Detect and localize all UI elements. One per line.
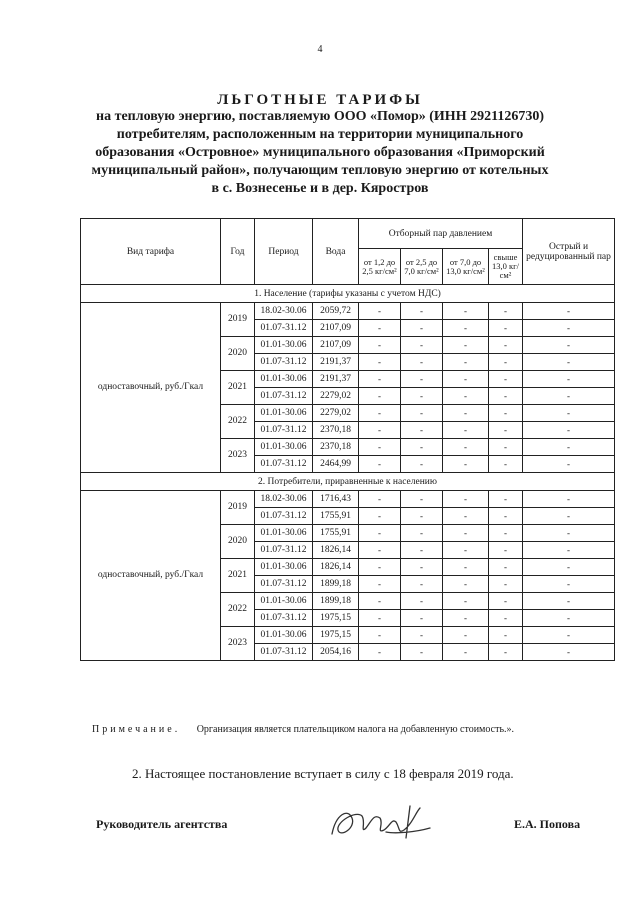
empty-value-cell: - xyxy=(523,559,615,576)
empty-value-cell: - xyxy=(401,559,443,576)
empty-value-cell: - xyxy=(443,508,489,525)
empty-value-cell: - xyxy=(523,303,615,320)
note-label: Примечание. xyxy=(92,724,181,735)
empty-value-cell: - xyxy=(489,405,523,422)
empty-value-cell: - xyxy=(443,627,489,644)
section-title: 1. Население (тарифы указаны с учетом НДС) xyxy=(81,285,615,303)
note-text: Организация является плательщиком налога на добавленную стоимость.». xyxy=(196,724,515,735)
empty-value-cell: - xyxy=(359,456,401,473)
water-cell: 1899,18 xyxy=(313,576,359,593)
year-cell: 2021 xyxy=(221,371,255,405)
empty-value-cell: - xyxy=(523,371,615,388)
table-row xyxy=(81,303,615,320)
period-cell: 01.01-30.06 xyxy=(255,439,313,456)
water-cell: 1826,14 xyxy=(313,542,359,559)
period-cell: 01.07-31.12 xyxy=(255,542,313,559)
empty-value-cell: - xyxy=(401,627,443,644)
empty-value-cell: - xyxy=(359,422,401,439)
empty-value-cell: - xyxy=(443,422,489,439)
header-steam-4: свыше 13,0 кг/см² xyxy=(489,249,523,285)
period-cell: 01.07-31.12 xyxy=(255,388,313,405)
water-cell: 2107,09 xyxy=(313,320,359,337)
water-cell: 2279,02 xyxy=(313,405,359,422)
empty-value-cell: - xyxy=(523,320,615,337)
empty-value-cell: - xyxy=(401,405,443,422)
empty-value-cell: - xyxy=(489,388,523,405)
empty-value-cell: - xyxy=(523,576,615,593)
empty-value-cell: - xyxy=(359,593,401,610)
period-cell: 01.01-30.06 xyxy=(255,559,313,576)
subtitle-line: в с. Вознесенье и в дер. Кяростров xyxy=(211,181,429,196)
water-cell: 2191,37 xyxy=(313,371,359,388)
empty-value-cell: - xyxy=(443,644,489,661)
empty-value-cell: - xyxy=(401,508,443,525)
empty-value-cell: - xyxy=(443,525,489,542)
empty-value-cell: - xyxy=(489,627,523,644)
empty-value-cell: - xyxy=(443,388,489,405)
year-cell: 2022 xyxy=(221,405,255,439)
empty-value-cell: - xyxy=(489,559,523,576)
tariff-type-cell: одноставочный, руб./Гкал xyxy=(81,303,221,473)
empty-value-cell: - xyxy=(359,439,401,456)
period-cell: 01.01-30.06 xyxy=(255,525,313,542)
signature-name: Е.А. Попова xyxy=(514,817,581,831)
water-cell: 2370,18 xyxy=(313,439,359,456)
header-steam-3: от 7,0 до 13,0 кг/см² xyxy=(443,249,489,285)
header-period: Период xyxy=(255,219,313,285)
period-cell: 01.01-30.06 xyxy=(255,337,313,354)
document-title: ЛЬГОТНЫЕ ТАРИФЫ xyxy=(217,92,423,108)
empty-value-cell: - xyxy=(489,525,523,542)
water-cell: 1716,43 xyxy=(313,491,359,508)
empty-value-cell: - xyxy=(359,559,401,576)
period-cell: 01.01-30.06 xyxy=(255,627,313,644)
water-cell: 2279,02 xyxy=(313,388,359,405)
empty-value-cell: - xyxy=(443,439,489,456)
header-sharp-steam: Острый и редуцированный пар xyxy=(523,219,615,285)
period-cell: 18.02-30.06 xyxy=(255,303,313,320)
empty-value-cell: - xyxy=(359,627,401,644)
handwritten-signature xyxy=(326,800,436,846)
empty-value-cell: - xyxy=(443,491,489,508)
empty-value-cell: - xyxy=(443,456,489,473)
empty-value-cell: - xyxy=(359,320,401,337)
water-cell: 1755,91 xyxy=(313,525,359,542)
empty-value-cell: - xyxy=(359,354,401,371)
period-cell: 01.07-31.12 xyxy=(255,320,313,337)
empty-value-cell: - xyxy=(523,388,615,405)
year-cell: 2020 xyxy=(221,337,255,371)
empty-value-cell: - xyxy=(401,542,443,559)
subtitle-line: потребителям, расположенным на территории муниципального xyxy=(116,127,524,142)
empty-value-cell: - xyxy=(523,627,615,644)
signature-role: Руководитель агентства xyxy=(96,817,228,831)
empty-value-cell: - xyxy=(359,405,401,422)
empty-value-cell: - xyxy=(443,542,489,559)
year-cell: 2023 xyxy=(221,627,255,661)
section-row xyxy=(81,473,615,491)
empty-value-cell: - xyxy=(401,388,443,405)
year-cell: 2019 xyxy=(221,491,255,525)
water-cell: 2370,18 xyxy=(313,422,359,439)
empty-value-cell: - xyxy=(359,388,401,405)
empty-value-cell: - xyxy=(523,644,615,661)
empty-value-cell: - xyxy=(489,354,523,371)
empty-value-cell: - xyxy=(489,439,523,456)
empty-value-cell: - xyxy=(443,610,489,627)
empty-value-cell: - xyxy=(523,337,615,354)
empty-value-cell: - xyxy=(359,542,401,559)
header-steam-group: Отборный пар давлением xyxy=(359,219,523,249)
empty-value-cell: - xyxy=(489,422,523,439)
decree-text: 2. Настоящее постановление вступает в силу с 18 февраля 2019 года. xyxy=(132,766,514,781)
table-row xyxy=(81,491,615,508)
empty-value-cell: - xyxy=(489,610,523,627)
period-cell: 18.02-30.06 xyxy=(255,491,313,508)
empty-value-cell: - xyxy=(401,610,443,627)
empty-value-cell: - xyxy=(401,337,443,354)
empty-value-cell: - xyxy=(359,576,401,593)
empty-value-cell: - xyxy=(401,320,443,337)
empty-value-cell: - xyxy=(443,576,489,593)
empty-value-cell: - xyxy=(401,525,443,542)
empty-value-cell: - xyxy=(359,303,401,320)
empty-value-cell: - xyxy=(489,303,523,320)
subtitle-line: муниципальный район», получающим тепловую энергию от котельных xyxy=(91,163,549,178)
empty-value-cell: - xyxy=(443,405,489,422)
period-cell: 01.07-31.12 xyxy=(255,644,313,661)
empty-value-cell: - xyxy=(523,354,615,371)
year-cell: 2022 xyxy=(221,593,255,627)
page-number: 4 xyxy=(317,44,323,55)
empty-value-cell: - xyxy=(401,593,443,610)
tariff-type-cell: одноставочный, руб./Гкал xyxy=(81,491,221,661)
empty-value-cell: - xyxy=(489,371,523,388)
empty-value-cell: - xyxy=(489,337,523,354)
empty-value-cell: - xyxy=(359,491,401,508)
header-tariff-type: Вид тарифа xyxy=(81,219,221,285)
water-cell: 1899,18 xyxy=(313,593,359,610)
header-year: Год xyxy=(221,219,255,285)
note xyxy=(92,724,514,735)
year-cell: 2021 xyxy=(221,559,255,593)
period-cell: 01.01-30.06 xyxy=(255,371,313,388)
water-cell: 1826,14 xyxy=(313,559,359,576)
empty-value-cell: - xyxy=(523,542,615,559)
empty-value-cell: - xyxy=(443,320,489,337)
water-cell: 2191,37 xyxy=(313,354,359,371)
empty-value-cell: - xyxy=(443,354,489,371)
empty-value-cell: - xyxy=(489,456,523,473)
empty-value-cell: - xyxy=(489,576,523,593)
empty-value-cell: - xyxy=(489,508,523,525)
empty-value-cell: - xyxy=(443,303,489,320)
empty-value-cell: - xyxy=(401,422,443,439)
period-cell: 01.07-31.12 xyxy=(255,422,313,439)
empty-value-cell: - xyxy=(489,491,523,508)
water-cell: 2059,72 xyxy=(313,303,359,320)
empty-value-cell: - xyxy=(401,439,443,456)
section-row xyxy=(81,285,615,303)
water-cell: 1975,15 xyxy=(313,610,359,627)
empty-value-cell: - xyxy=(443,371,489,388)
water-cell: 2107,09 xyxy=(313,337,359,354)
empty-value-cell: - xyxy=(523,456,615,473)
empty-value-cell: - xyxy=(401,491,443,508)
water-cell: 2054,16 xyxy=(313,644,359,661)
empty-value-cell: - xyxy=(359,508,401,525)
empty-value-cell: - xyxy=(359,371,401,388)
empty-value-cell: - xyxy=(523,422,615,439)
period-cell: 01.07-31.12 xyxy=(255,456,313,473)
header-steam-2: от 2,5 до 7,0 кг/см² xyxy=(401,249,443,285)
empty-value-cell: - xyxy=(523,593,615,610)
empty-value-cell: - xyxy=(359,337,401,354)
period-cell: 01.01-30.06 xyxy=(255,593,313,610)
empty-value-cell: - xyxy=(489,593,523,610)
water-cell: 2464,99 xyxy=(313,456,359,473)
empty-value-cell: - xyxy=(523,508,615,525)
empty-value-cell: - xyxy=(401,303,443,320)
empty-value-cell: - xyxy=(443,337,489,354)
period-cell: 01.07-31.12 xyxy=(255,610,313,627)
empty-value-cell: - xyxy=(489,644,523,661)
section-title: 2. Потребители, приравненные к населению xyxy=(81,473,615,491)
year-cell: 2019 xyxy=(221,303,255,337)
period-cell: 01.07-31.12 xyxy=(255,508,313,525)
empty-value-cell: - xyxy=(523,439,615,456)
empty-value-cell: - xyxy=(401,576,443,593)
empty-value-cell: - xyxy=(359,644,401,661)
water-cell: 1975,15 xyxy=(313,627,359,644)
water-cell: 1755,91 xyxy=(313,508,359,525)
empty-value-cell: - xyxy=(359,610,401,627)
subtitle-line: на тепловую энергию, поставляемую ООО «Помор» (ИНН 2921126730) xyxy=(96,109,544,124)
empty-value-cell: - xyxy=(443,593,489,610)
period-cell: 01.01-30.06 xyxy=(255,405,313,422)
subtitle-line: образования «Островное» муниципального образования «Приморский xyxy=(95,145,545,160)
empty-value-cell: - xyxy=(359,525,401,542)
empty-value-cell: - xyxy=(489,320,523,337)
header-steam-1: от 1,2 до 2,5 кг/см² xyxy=(359,249,401,285)
empty-value-cell: - xyxy=(401,644,443,661)
year-cell: 2023 xyxy=(221,439,255,473)
period-cell: 01.07-31.12 xyxy=(255,576,313,593)
empty-value-cell: - xyxy=(523,525,615,542)
empty-value-cell: - xyxy=(489,542,523,559)
period-cell: 01.07-31.12 xyxy=(255,354,313,371)
empty-value-cell: - xyxy=(523,610,615,627)
tariff-table xyxy=(80,218,615,661)
empty-value-cell: - xyxy=(523,491,615,508)
empty-value-cell: - xyxy=(401,371,443,388)
empty-value-cell: - xyxy=(401,354,443,371)
year-cell: 2020 xyxy=(221,525,255,559)
empty-value-cell: - xyxy=(443,559,489,576)
header-water: Вода xyxy=(313,219,359,285)
empty-value-cell: - xyxy=(401,456,443,473)
empty-value-cell: - xyxy=(523,405,615,422)
document-subtitle xyxy=(80,108,560,198)
